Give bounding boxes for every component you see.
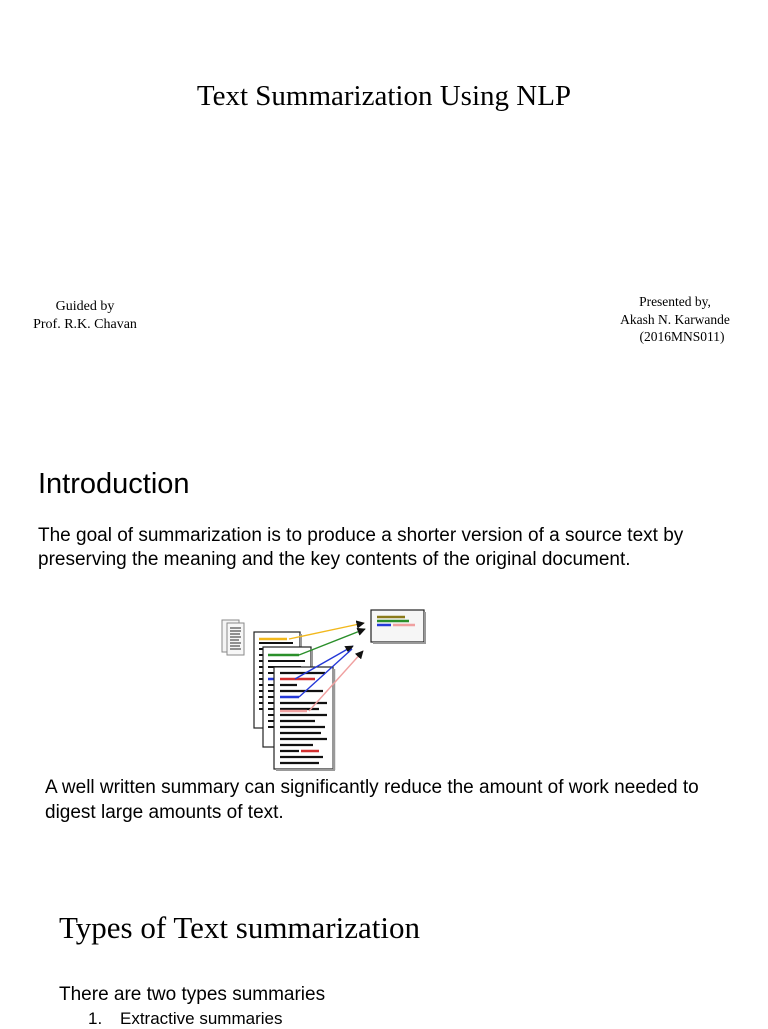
- document-page-front: [274, 667, 335, 770]
- introduction-paragraph: The goal of summarization is to produce a shorter version of a source text by preserving the meaning and the key contents of the original document.: [38, 525, 684, 570]
- presenter-label: Presented by,: [639, 294, 711, 309]
- small-document-icon: [222, 620, 244, 655]
- list-item-label: Extractive summaries: [120, 1009, 283, 1028]
- list-item-number: 1.: [88, 1009, 103, 1028]
- types-heading: Types of Text summarization: [59, 910, 420, 945]
- presenter-block: [600, 293, 750, 346]
- guide-name: Prof. R.K. Chavan: [33, 317, 137, 332]
- presenter-name: Akash N. Karwande: [620, 311, 730, 327]
- document-summary-illustration: [215, 603, 430, 775]
- introduction-heading: Introduction: [38, 468, 190, 500]
- page-title: Text Summarization Using NLP: [196, 80, 572, 112]
- types-intro: There are two types summaries: [59, 984, 326, 1005]
- guide-label: Guided by: [55, 299, 115, 314]
- list-item: [88, 1009, 282, 1029]
- presenter-id: (2016MNS011): [639, 329, 725, 344]
- summary-benefit-text: A well written summary can significantly reduce the amount of work needed to digest large amounts of text.: [45, 777, 699, 823]
- summary-box: [371, 610, 426, 643]
- guide-block: [20, 298, 150, 334]
